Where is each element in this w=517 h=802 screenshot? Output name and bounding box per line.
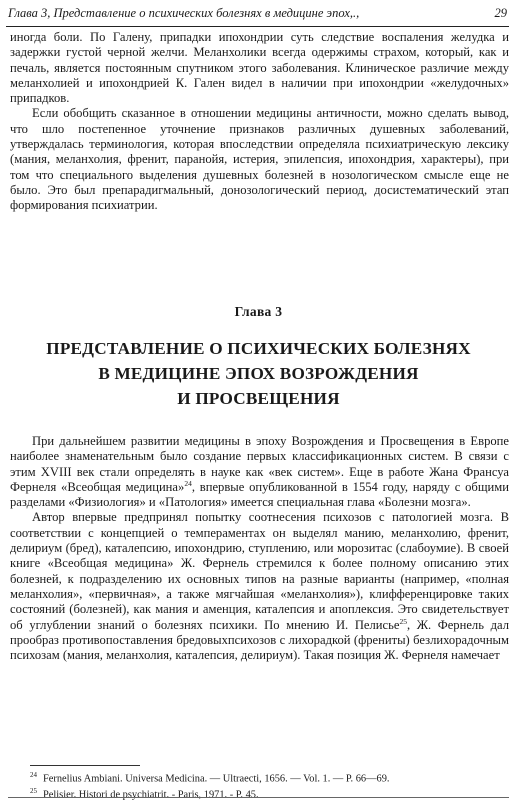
footnote-ref-25[interactable]: 25 <box>399 616 407 626</box>
footnote-text: Pelisier. Histori de psychiatrit. - Paris, 1971. - P. 45. <box>43 789 259 801</box>
paragraph-text: При дальнейшем развитии медицины в эпоху Возрождения и Просвещения в Европе наиболее знаменательным было создание первых классификационных систем. В связи с этим XVIII век стали определять в науке как «век систем». Еще в работе Жана Франсуа Фернеля «Всеобщая медицина» <box>10 434 509 494</box>
paragraph-text: , впервые опубликованной в 1554 году, наряду с общими разделами «Физиология» и «Патология» имеется специальная глава «Болезни мозга». <box>10 479 509 510</box>
footnote-ref-24[interactable]: 24 <box>184 478 192 488</box>
footnote-number: 25 <box>30 787 37 796</box>
paragraph-fernel <box>10 510 509 663</box>
footnote-24 <box>30 769 507 785</box>
chapter-title-line-2: В МЕДИЦИНЕ ЭПОХ ВОЗРОЖДЕНИЯ <box>98 364 419 383</box>
footnote-number: 24 <box>30 771 37 779</box>
footnote-25 <box>30 785 507 801</box>
page-number: 29 <box>494 6 507 20</box>
chapter-title-line-3: И ПРОСВЕЩЕНИЯ <box>177 389 340 408</box>
text-block-renaissance <box>10 434 509 663</box>
running-header <box>8 4 507 22</box>
paragraph-classification-systems <box>10 434 509 510</box>
chapter-title <box>0 336 517 411</box>
paragraph-galen: иногда боли. По Галену, припадки ипохондрии суть следствие воспаления желудка и задержки густой черной желчи. Меланхолики всегда одержимы страхом, который, как и печаль, является постоянным спутником этого заболевания. Клиническое различие между меланхолией и ипохондрией К. Гален видел в наличии при ипохондрии «желудочных» припадков. <box>10 30 509 106</box>
paragraph-text: Автор впервые предпринял попытку соотнесения психозов с патологией мозга. В соответствии с концепцией о темпераментах он выделял манию, меланхолию, френит, делириум (бред), каталепсию, ипохондрию, ступлению, или морозитас (слабоумие). В своей книге «Всеобщая медицина» Ж. Фернель стремился к более полному описанию этих болезней, к подразделению их основных типов на разные варианты (например, «полная меланхолия», «первичная», а также мягчайшая «меланхолия»), клиффеpенцировке таких состояний (болезней), как мания и аменция, каталепсия и апоплексия. Это свидетельствует об углублении знаний о болезнях психики. По мнению И. Пелисье <box>10 510 509 632</box>
header-rule <box>6 26 509 27</box>
text-block-antiquity <box>10 30 509 214</box>
paragraph-text: , Ж. Фернель дал прообраз противопоставления бредовыхпсихозов с лихорадкой (френиты) безлихорадочным психозам (мания, меланхолия, каталепсия, делириум). Такая позиция Ж. Фернеля намечает <box>10 617 509 663</box>
running-header-title: Глава 3, Представление о психических болезнях в медицине эпох,., <box>8 6 360 20</box>
chapter-title-line-1: ПРЕДСТАВЛЕНИЕ О ПСИХИЧЕСКИХ БОЛЕЗНЯХ <box>46 339 471 358</box>
page-bottom-edge <box>8 797 509 798</box>
paragraph-antiquity-summary: Если обобщить сказанное в отношении медицины античности, можно сделать вывод, что шло постепенное уточнение признаков различных душевных заболеваний, утверждалась терминология, которая впоследствии определяла психиатрическую лексику (мания, меланхолия, френит, паранойя, истерия, эпилепсия, ипохондрия, характеры), при том что специального выделения душевных болезней в нозологическом смысле еще не было. Это был препарадигмальный, донозологический период, досистематический этап формирования психиатрии. <box>10 106 509 213</box>
footnote-text: Fernelius Ambiani. Universa Medicina. — Ultraecti, 1656. — Vol. 1. — P. 66—69. <box>43 773 390 785</box>
footnote-separator <box>30 765 140 766</box>
chapter-label: Глава 3 <box>234 304 283 319</box>
